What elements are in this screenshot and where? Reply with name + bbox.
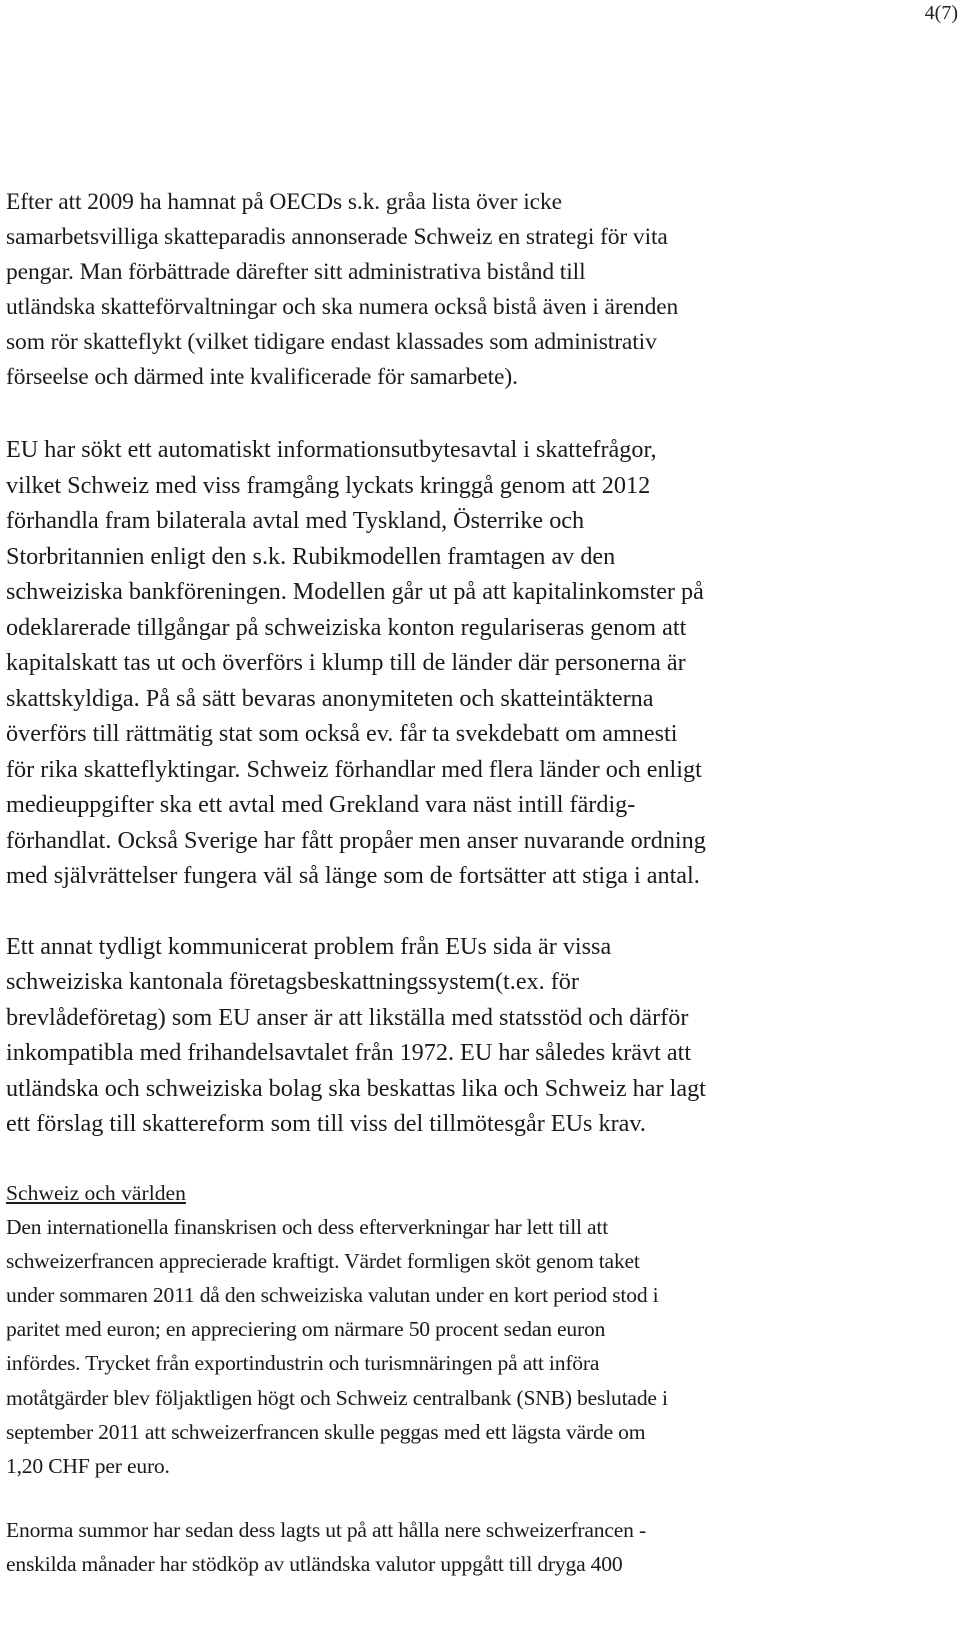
paragraph-currency-support xyxy=(6,1513,956,1581)
text-line: medieuppgifter ska ett avtal med Grekland vara näst intill färdig- xyxy=(6,791,636,818)
text-line: förhandla fram bilaterala avtal med Tyskland, Österrike och xyxy=(6,507,585,534)
text-line: schweizerfrancen apprecierade kraftigt. Värdet formligen sköt genom taket xyxy=(6,1248,640,1273)
text-line: samarbetsvilliga skatteparadis annonserade Schweiz en strategi för vita xyxy=(6,224,668,250)
text-line: under sommaren 2011 då den schweiziska valutan under en kort period stod i xyxy=(6,1282,659,1307)
text-line: EU har sökt ett automatiskt informationsutbytesavtal i skattefrågor, xyxy=(6,436,657,463)
text-line: förhandlat. Också Sverige har fått propåer men anser nuvarande ordning xyxy=(6,826,706,854)
text-line: odeklarerade tillgångar på schweiziska konton regulariseras genom att xyxy=(6,613,687,641)
paragraph-eu-information-exchange xyxy=(6,432,956,894)
text-line: schweiziska kantonala företagsbeskattningssystem(t.ex. för xyxy=(6,968,579,995)
text-line: som rör skatteflykt (vilket tidigare endast klassades som administrativ xyxy=(6,329,657,355)
text-line: inkompatibla med frihandelsavtalet från 1972. EU har således krävt att xyxy=(6,1039,692,1066)
text-line: motåtgärder blev följaktligen högt och Schweiz centralbank (SNB) beslutade i xyxy=(6,1385,668,1410)
text-line: september 2011 att schweizerfrancen skulle peggas med ett lägsta värde om xyxy=(6,1419,646,1444)
text-line: ett förslag till skattereform som till viss del tillmötesgår EUs krav. xyxy=(6,1110,646,1137)
text-line: kapitalskatt tas ut och överförs i klump till de länder där personerna är xyxy=(6,649,686,676)
paragraph-financial-crisis xyxy=(6,1210,956,1484)
text-line: Storbritannien enligt den s.k. Rubikmodellen framtagen av den xyxy=(6,542,616,570)
paragraph-corporate-taxation xyxy=(6,929,956,1142)
text-line: enskilda månader har stödköp av utländska valutor uppgått till dryga 400 xyxy=(6,1552,623,1577)
text-line: med självrättelser fungera väl så länge som de fortsätter att stiga i antal. xyxy=(6,862,700,889)
text-line: vilket Schweiz med viss framgång lyckats kringgå genom att 2012 xyxy=(6,471,651,499)
text-line: Efter att 2009 ha hamnat på OECDs s.k. gråa lista över icke xyxy=(6,189,562,215)
text-line: 1,20 CHF per euro. xyxy=(6,1453,170,1478)
text-line: utländska och schweiziska bolag ska beskattas lika och Schweiz har lagt xyxy=(6,1074,706,1102)
text-line: schweiziska bankföreningen. Modellen går ut på att kapitalinkomster på xyxy=(6,578,704,605)
text-line: utländska skatteförvaltningar och ska numera också bistå även i ärenden xyxy=(6,294,679,320)
text-line: infördes. Trycket från exportindustrin och turismnäringen på att införa xyxy=(6,1351,600,1376)
document-body xyxy=(6,185,956,1582)
text-line: skattskyldiga. På så sätt bevaras anonymiteten och skatteintäkterna xyxy=(6,684,654,712)
text-line: Enorma summor har sedan dess lagts ut på att hålla nere schweizerfrancen - xyxy=(6,1518,646,1543)
section-heading: Schweiz och världen xyxy=(6,1180,186,1205)
page-number: 4(7) xyxy=(924,2,958,24)
text-line: brevlådeföretag) som EU anser är att likställa med statsstöd och därför xyxy=(6,1003,689,1031)
text-line: Ett annat tydligt kommunicerat problem från EUs sida är vissa xyxy=(6,932,612,960)
text-line: paritet med euron; en appreciering om närmare 50 procent sedan euron xyxy=(6,1317,606,1342)
text-line: förseelse och därmed inte kvalificerade för samarbete). xyxy=(6,364,518,390)
text-line: pengar. Man förbättrade därefter sitt administrativa bistånd till xyxy=(6,259,586,285)
text-line: för rika skatteflyktingar. Schweiz förhandlar med flera länder och enligt xyxy=(6,755,702,783)
paragraph-oecd-grey-list xyxy=(6,185,956,395)
text-line: överförs till rättmätig stat som också ev. får ta svekdebatt om amnesti xyxy=(6,720,678,747)
text-line: Den internationella finanskrisen och dess efterverkningar har lett till att xyxy=(6,1214,609,1239)
